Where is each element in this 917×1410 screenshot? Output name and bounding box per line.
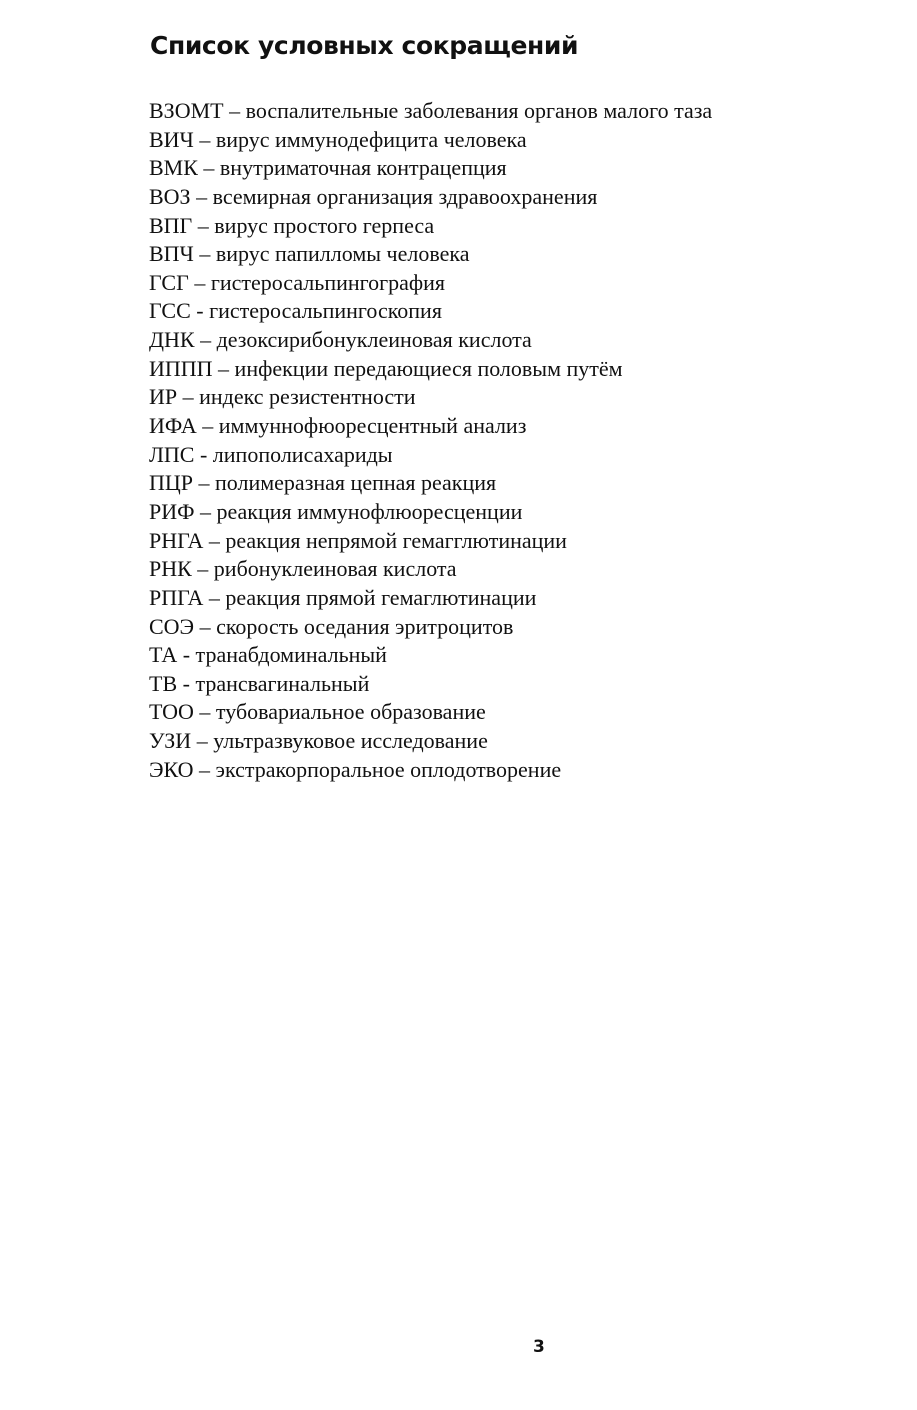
abbreviation-item: ВПГ – вирус простого герпеса: [149, 212, 435, 238]
abbreviation-item: ИФА – иммуннофюоресцентный анализ: [149, 413, 527, 439]
abbreviation-item: ГСС - гистеросальпингоскопия: [149, 298, 442, 324]
abbreviation-item: РНГА – реакция непрямой гемагглютинации: [149, 527, 567, 553]
abbreviation-item: ВЗОМТ – воспалительные заболевания органов малого таза: [149, 98, 713, 123]
abbreviation-item: ТОО – тубовариальное образование: [149, 699, 486, 725]
abbreviation-item: ТВ - трансвагинальный: [149, 670, 370, 696]
abbreviation-item: ПЦР – полимеразная цепная реакция: [149, 470, 497, 496]
page-title: Список условных сокращений: [150, 31, 579, 60]
abbreviation-item: РНК – рибонуклеиновая кислота: [149, 556, 457, 582]
abbreviation-item: ВПЧ – вирус папилломы человека: [149, 241, 470, 267]
abbreviation-list: [149, 97, 712, 784]
abbreviation-item: УЗИ – ультразвуковое исследование: [149, 728, 488, 754]
page-number: 3: [533, 1337, 545, 1357]
abbreviation-item: СОЭ – скорость оседания эритроцитов: [149, 613, 514, 639]
abbreviation-item: ВОЗ – всемирная организация здравоохранения: [149, 183, 598, 209]
abbreviation-item: ЛПС - липополисахариды: [149, 441, 393, 467]
abbreviation-item: ЭКО – экстракорпоральное оплодотворение: [149, 756, 562, 782]
abbreviation-item: ИППП – инфекции передающиеся половым путём: [149, 355, 623, 381]
abbreviation-item: ВМК – внутриматочная контрацепция: [149, 155, 507, 181]
abbreviation-item: РПГА – реакция прямой гемаглютинации: [149, 584, 537, 610]
abbreviation-item: ТА - транабдоминальный: [149, 642, 387, 668]
abbreviation-item: ИР – индекс резистентности: [149, 384, 416, 410]
abbreviation-item: РИФ – реакция иммунофлюоресценции: [149, 498, 523, 524]
abbreviation-item: ГСГ – гистеросальпингография: [149, 269, 446, 295]
abbreviation-item: ВИЧ – вирус иммунодефицита человека: [149, 126, 527, 152]
abbreviation-item: ДНК – дезоксирибонуклеиновая кислота: [149, 327, 532, 353]
